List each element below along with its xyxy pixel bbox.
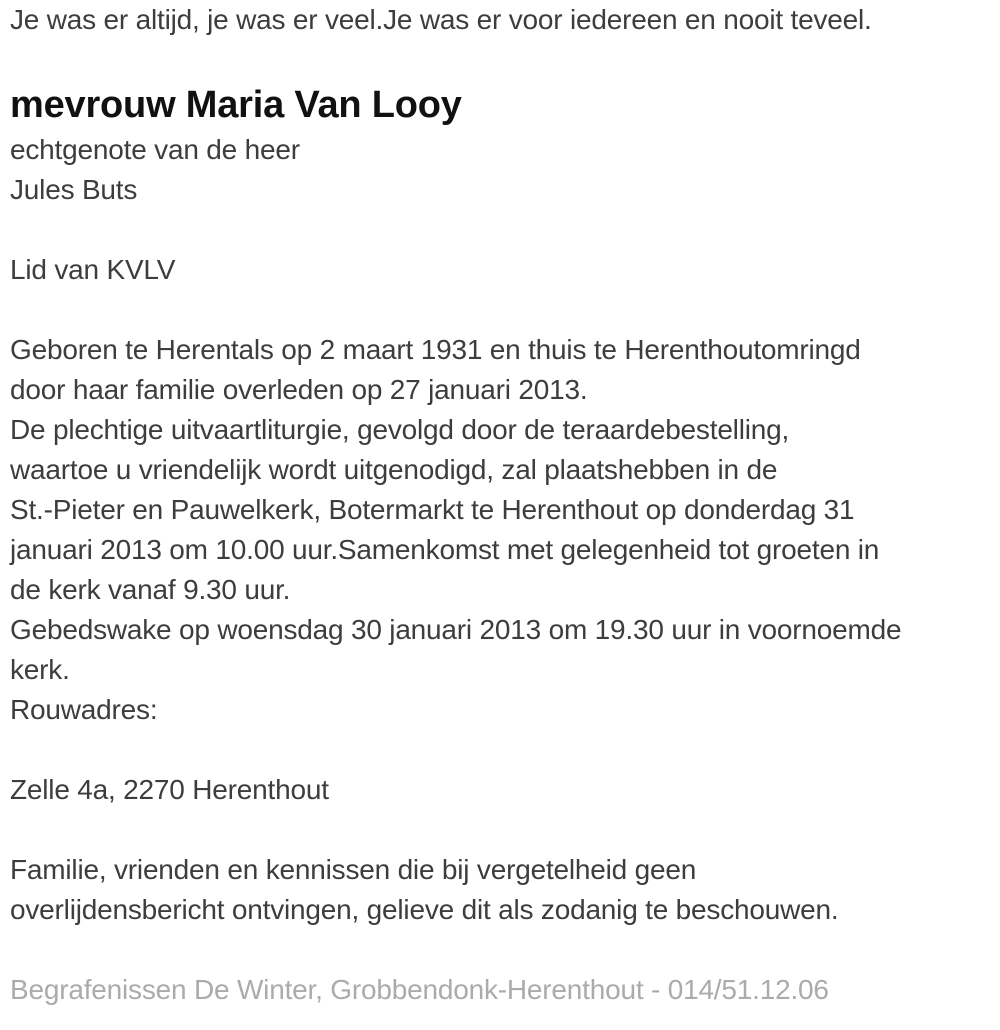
announcement-line: kerk. — [10, 654, 70, 685]
spacer-line — [10, 730, 1000, 770]
spacer-line — [10, 290, 1000, 330]
mourning-address: Zelle 4a, 2270 Herenthout — [10, 774, 329, 805]
relation-line: echtgenote van de heer — [10, 134, 300, 165]
announcement-line: De plechtige uitvaartliturgie, gevolgd door de teraardebestelling, — [10, 414, 790, 445]
spouse-name: Jules Buts — [10, 174, 138, 205]
closing-line: Familie, vrienden en kennissen die bij vergetelheid geen — [10, 854, 697, 885]
spacer-line — [10, 210, 1000, 250]
announcement-line: januari 2013 om 10.00 uur.Samenkomst met gelegenheid tot groeten in — [10, 534, 880, 565]
announcement-line: Gebedswake op woensdag 30 januari 2013 om 19.30 uur in voornoemde — [10, 614, 902, 645]
closing-line: overlijdensbericht ontvingen, gelieve dit als zodanig te beschouwen. — [10, 894, 839, 925]
page-title-deceased-name: mevrouw Maria Van Looy — [10, 84, 462, 126]
funeral-home-credit: Begrafenissen De Winter, Grobbendonk-Herenthout - 014/51.12.06 — [10, 974, 829, 1005]
spacer-line — [10, 810, 1000, 850]
announcement-line: waartoe u vriendelijk wordt uitgenodigd, zal plaatshebben in de — [10, 454, 778, 485]
announcement-line: door haar familie overleden op 27 januari 2013. — [10, 374, 588, 405]
mourning-address-label: Rouwadres: — [10, 694, 158, 725]
announcement-line: St.-Pieter en Pauwelkerk, Botermarkt te Herenthout op donderdag 31 — [10, 494, 855, 525]
membership-line: Lid van KVLV — [10, 254, 176, 285]
spacer-line — [10, 930, 1000, 970]
announcement-line: de kerk vanaf 9.30 uur. — [10, 574, 291, 605]
spacer-line — [10, 40, 1000, 80]
epigraph: Je was er altijd, je was er veel.Je was er voor iedereen en nooit teveel. — [10, 4, 872, 35]
announcement-line: Geboren te Herentals op 2 maart 1931 en thuis te Herenthoutomringd — [10, 334, 861, 365]
